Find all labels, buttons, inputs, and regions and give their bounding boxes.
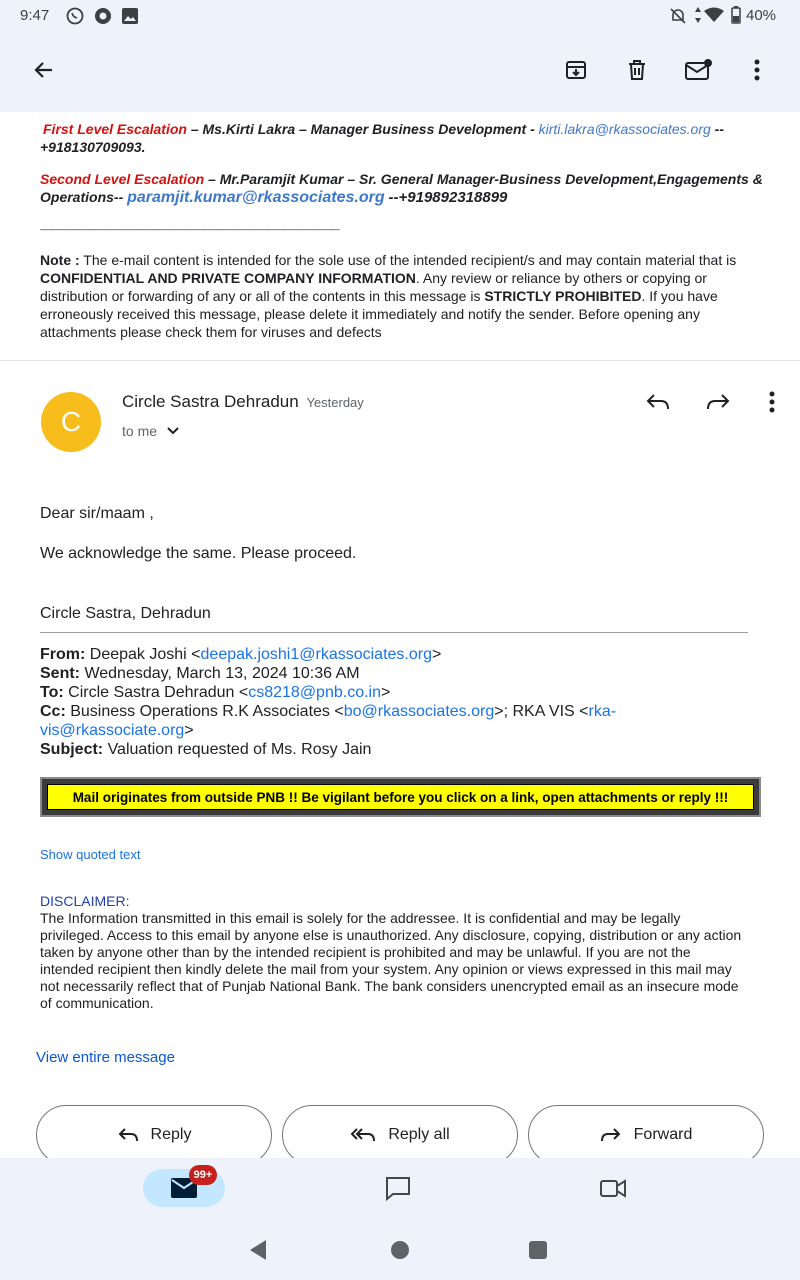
previous-message-body <box>40 120 770 341</box>
quoted-headers <box>40 645 760 759</box>
from-label: From: <box>40 646 86 663</box>
message-more-button[interactable] <box>752 382 792 422</box>
trash-icon <box>625 58 649 82</box>
disclaimer-line-2: privileged. Access to this email by anyone else is unauthorized. Any disclosure, copying, distribution or any action <box>40 927 742 943</box>
reply-all-icon <box>350 1126 376 1144</box>
top-app-bar <box>0 32 800 112</box>
mark-unread-icon <box>684 58 712 82</box>
archive-icon <box>564 58 588 82</box>
disclaimer-line-3: taken by anyone other than by the intended recipient is prohibited and may be unlawful. If you are not the <box>40 944 691 960</box>
cc-email2-link-b[interactable]: vis@rkassociate.org <box>40 722 185 739</box>
triangle-back-icon <box>248 1239 268 1261</box>
cc-name: Business Operations R.K Associates < <box>65 703 344 720</box>
cc-email-link[interactable]: bo@rkassociates.org <box>343 703 495 720</box>
nav-meet[interactable] <box>593 1168 633 1208</box>
note-line-5: erroneously received this message, please delete it immediately and notify the sender. Before opening any <box>40 306 700 322</box>
arrow-left-icon <box>32 58 56 82</box>
circle-home-icon <box>390 1240 410 1260</box>
note-bold-2: STRICTLY PROHIBITED <box>484 288 642 304</box>
to-email-link[interactable]: cs8218@pnb.co.in <box>248 684 381 701</box>
second-escalation-phone: --+919892318899 <box>388 189 508 206</box>
forward-label: Forward <box>633 1126 693 1143</box>
first-escalation-text: – Ms.Kirti Lakra – Manager Business Development - <box>186 121 535 137</box>
mark-unread-button[interactable] <box>678 50 718 90</box>
recipient-toggle[interactable] <box>122 423 179 439</box>
status-bar <box>0 0 800 32</box>
message-time: Yesterday <box>306 395 364 410</box>
second-escalation-label: Second Level Escalation <box>40 171 205 187</box>
video-icon <box>599 1177 627 1199</box>
bottom-navigation <box>0 1158 800 1280</box>
to-close: > <box>381 684 391 701</box>
note-bold-1: CONFIDENTIAL AND PRIVATE COMPANY INFORMATION <box>40 270 416 286</box>
reply-label: Reply <box>150 1126 192 1143</box>
reply-button[interactable] <box>36 1105 272 1165</box>
note-line-2: . Any review or reliance by others or copying or <box>415 270 707 286</box>
cc-email2-link-a[interactable]: rka- <box>588 703 617 720</box>
to-label: To: <box>40 684 64 701</box>
data-arrows-icon <box>694 6 702 28</box>
recipient-label: to me <box>122 423 158 439</box>
nav-chat[interactable] <box>378 1168 418 1208</box>
more-vert-icon <box>754 59 760 81</box>
system-back-button[interactable] <box>242 1234 274 1266</box>
sender-row <box>122 392 364 412</box>
from-email-link[interactable]: deepak.joshi1@rkassociates.org <box>200 646 432 663</box>
disclaimer-line-5: not necessarily reflect that of Punjab National Bank. The bank considers unencrypted email as an insecure mode <box>40 978 739 994</box>
note-line-6: attachments please check them for viruses and defects <box>40 324 382 340</box>
cc-mid: >; RKA VIS < <box>494 703 589 720</box>
forward-icon <box>600 1126 622 1144</box>
status-time: 9:47 <box>20 7 50 24</box>
from-name: Deepak Joshi < <box>85 646 201 663</box>
archive-button[interactable] <box>556 50 596 90</box>
second-escalation-text: – Mr.Paramjit Kumar – Sr. General Manager-Business Development,Engagements & <box>204 171 763 187</box>
sent-label: Sent: <box>40 665 80 682</box>
mute-icon <box>669 7 687 29</box>
chat-icon <box>384 1175 412 1201</box>
system-recents-button[interactable] <box>522 1234 554 1266</box>
show-quoted-text-link[interactable]: Show quoted text <box>40 847 141 862</box>
first-escalation-label: First Level Escalation <box>43 121 187 137</box>
from-close: > <box>432 646 442 663</box>
disclaimer-line-6: of communication. <box>40 995 154 1011</box>
message-divider <box>0 360 800 361</box>
note-label: Note : <box>40 252 80 268</box>
forward-icon-button[interactable] <box>698 382 738 422</box>
battery-icon <box>731 6 741 28</box>
forward-button[interactable] <box>528 1105 764 1165</box>
system-home-button[interactable] <box>384 1234 416 1266</box>
external-warning-banner <box>40 777 761 817</box>
mail-badge: 99+ <box>189 1165 217 1185</box>
note-line-1: The e-mail content is intended for the sole use of the intended recipient/s and may contain material that is <box>79 252 737 268</box>
second-escalation-email[interactable]: paramjit.kumar@rkassociates.org <box>127 189 385 206</box>
view-entire-message-link[interactable]: View entire message <box>36 1049 175 1066</box>
note-line-3: distribution or forwarding of any or all of the contents in this message is <box>40 288 481 304</box>
reply-icon <box>117 1126 139 1144</box>
nav-mail[interactable] <box>143 1169 225 1207</box>
first-escalation-email[interactable]: kirti.lakra@rkassociates.org <box>538 121 711 137</box>
sent-value: Wednesday, March 13, 2024 10:36 AM <box>80 665 360 682</box>
back-button[interactable] <box>24 50 64 90</box>
square-recents-icon <box>528 1240 548 1260</box>
more-vert-icon <box>769 391 775 413</box>
forward-icon <box>705 392 731 412</box>
more-options-button[interactable] <box>737 50 777 90</box>
reply-all-label: Reply all <box>388 1126 450 1143</box>
first-escalation-tail: -- <box>714 121 724 137</box>
cc-label: Cc: <box>40 703 66 720</box>
disclaimer-line-4: intended recipient then kindly delete the mail from your system. Any opinion or views expressed in this mail may <box>40 961 732 977</box>
divider-dashes: ------------------------------------------------------------------------------------------------------------------------------------------------- <box>40 225 340 234</box>
subject-label: Subject: <box>40 741 104 758</box>
disclaimer-line-1: The Information transmitted in this email is solely for the addressee. It is confidential and may be legally <box>40 910 681 926</box>
disclaimer <box>40 893 770 1012</box>
reply-all-button[interactable] <box>282 1105 518 1165</box>
subject-value: Valuation requested of Ms. Rosy Jain <box>103 741 372 758</box>
warning-text: Mail originates from outside PNB !! Be vigilant before you click on a link, open attachments or reply !!! <box>47 784 754 810</box>
battery-level: 40% <box>746 7 777 24</box>
whatsapp-icon <box>66 7 84 29</box>
note-line-4: . If you have <box>641 288 718 304</box>
disclaimer-title: DISCLAIMER: <box>40 893 130 909</box>
signature-rule <box>40 632 748 633</box>
note-block <box>40 251 770 341</box>
reply-icon-button[interactable] <box>638 382 678 422</box>
second-escalation-ops: Operations-- <box>40 189 124 205</box>
to-name: Circle Sastra Dehradun < <box>63 684 249 701</box>
chrome-icon <box>94 7 112 29</box>
first-escalation-phone: +918130709093. <box>40 139 146 155</box>
cc-close: > <box>184 722 194 739</box>
signature: Circle Sastra, Dehradun <box>40 605 211 622</box>
chevron-down-icon <box>167 427 179 435</box>
gallery-icon <box>122 8 138 28</box>
greeting: Dear sir/maam , <box>40 505 154 522</box>
reply-icon <box>645 392 671 412</box>
delete-button[interactable] <box>617 50 657 90</box>
wifi-icon <box>704 7 724 27</box>
body-text: We acknowledge the same. Please proceed. <box>40 545 357 562</box>
sender-name[interactable]: Circle Sastra Dehradun <box>122 392 299 411</box>
avatar[interactable]: C <box>41 392 101 452</box>
